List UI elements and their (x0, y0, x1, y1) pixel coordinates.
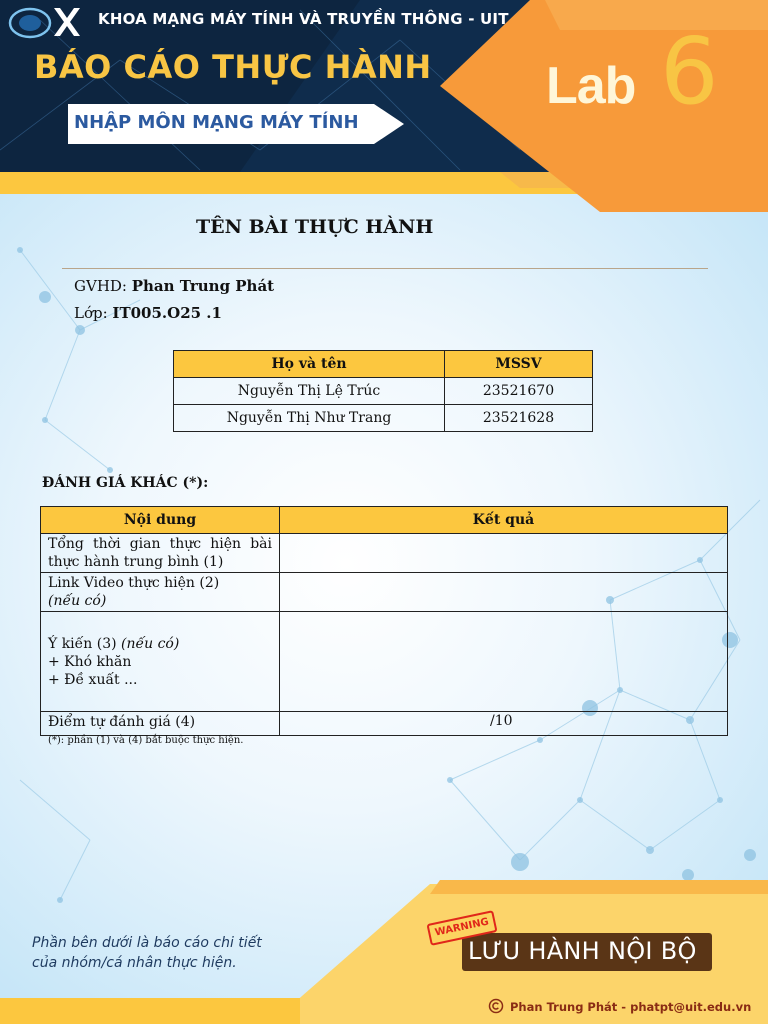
lab-number: 6 (660, 18, 719, 125)
footer-note-line2: của nhóm/cá nhân thực hiện. (32, 955, 237, 971)
exercise-title: TÊN BÀI THỰC HÀNH (196, 216, 434, 238)
row-video-link-text: Link Video thực hiện (2) (48, 575, 220, 591)
row-feedback-text: Ý kiến (3) (48, 635, 122, 652)
row-self-score-text: Điểm tự đánh giá (4) (48, 714, 196, 730)
row-video-link-label (41, 573, 280, 612)
class-code: IT005.O25 .1 (112, 304, 222, 322)
divider (62, 268, 708, 269)
table-row (174, 405, 593, 432)
member-id: 23521670 (445, 378, 593, 405)
footer-note-line1: Phần bên dưới là báo cáo chi tiết (32, 935, 262, 951)
instructor-line (74, 277, 274, 295)
header-student-id: MSSV (445, 351, 593, 378)
uit-logo-icon (6, 4, 90, 40)
table-header-row (174, 351, 593, 378)
row-self-score-label (41, 712, 280, 736)
footer-note (32, 933, 262, 973)
class-label: Lớp: (74, 304, 113, 322)
members-table (173, 350, 593, 432)
header (0, 0, 768, 212)
warning-stamp: WARNING (426, 910, 497, 946)
copyright-icon (488, 998, 504, 1014)
table-header-row (41, 507, 728, 534)
header-content: Nội dung (41, 507, 280, 534)
row-average-time-text: Tổng thời gian thực hiện bài thực hành trung bình (1) (48, 536, 272, 570)
table-row (41, 712, 728, 736)
subject-name: NHẬP MÔN MẠNG MÁY TÍNH (74, 112, 359, 133)
evaluation-table (40, 506, 728, 736)
faculty-name: KHOA MẠNG MÁY TÍNH VÀ TRUYỀN THÔNG - UIT (98, 10, 509, 28)
member-id: 23521628 (445, 405, 593, 432)
row-video-link-value[interactable] (280, 573, 728, 612)
table-row (174, 378, 593, 405)
row-feedback-difficulties: + Khó khăn (48, 653, 132, 670)
class-line (74, 304, 222, 322)
instructor-label: GVHD: (74, 277, 132, 295)
table-row (41, 612, 728, 712)
lab-label: Lab (546, 57, 636, 115)
table-row (41, 534, 728, 573)
header-result: Kết quả (280, 507, 728, 534)
row-feedback-suggestions: + Đề xuất ... (48, 671, 138, 688)
internal-use-text: LƯU HÀNH NỘI BỘ (468, 937, 697, 965)
row-feedback-note: (nếu có) (121, 635, 180, 652)
report-title: BÁO CÁO THỰC HÀNH (34, 48, 432, 86)
row-self-score-value[interactable]: /10 (280, 712, 728, 736)
instructor-name: Phan Trung Phát (131, 277, 275, 295)
row-average-time-value[interactable] (280, 534, 728, 573)
member-name: Nguyễn Thị Như Trang (174, 405, 445, 432)
footnote: (*): phần (1) và (4) bắt buộc thực hiện. (48, 735, 244, 746)
member-name: Nguyễn Thị Lệ Trúc (174, 378, 445, 405)
table-row (41, 573, 728, 612)
row-video-link-note: (nếu có) (48, 593, 107, 609)
row-feedback-label (41, 612, 280, 712)
row-feedback-value[interactable] (280, 612, 728, 712)
header-full-name: Họ và tên (174, 351, 445, 378)
row-average-time-label (41, 534, 280, 573)
copyright-text: Phan Trung Phát - phatpt@uit.edu.vn (510, 1000, 752, 1014)
evaluation-heading: ĐÁNH GIÁ KHÁC (*): (42, 475, 209, 491)
